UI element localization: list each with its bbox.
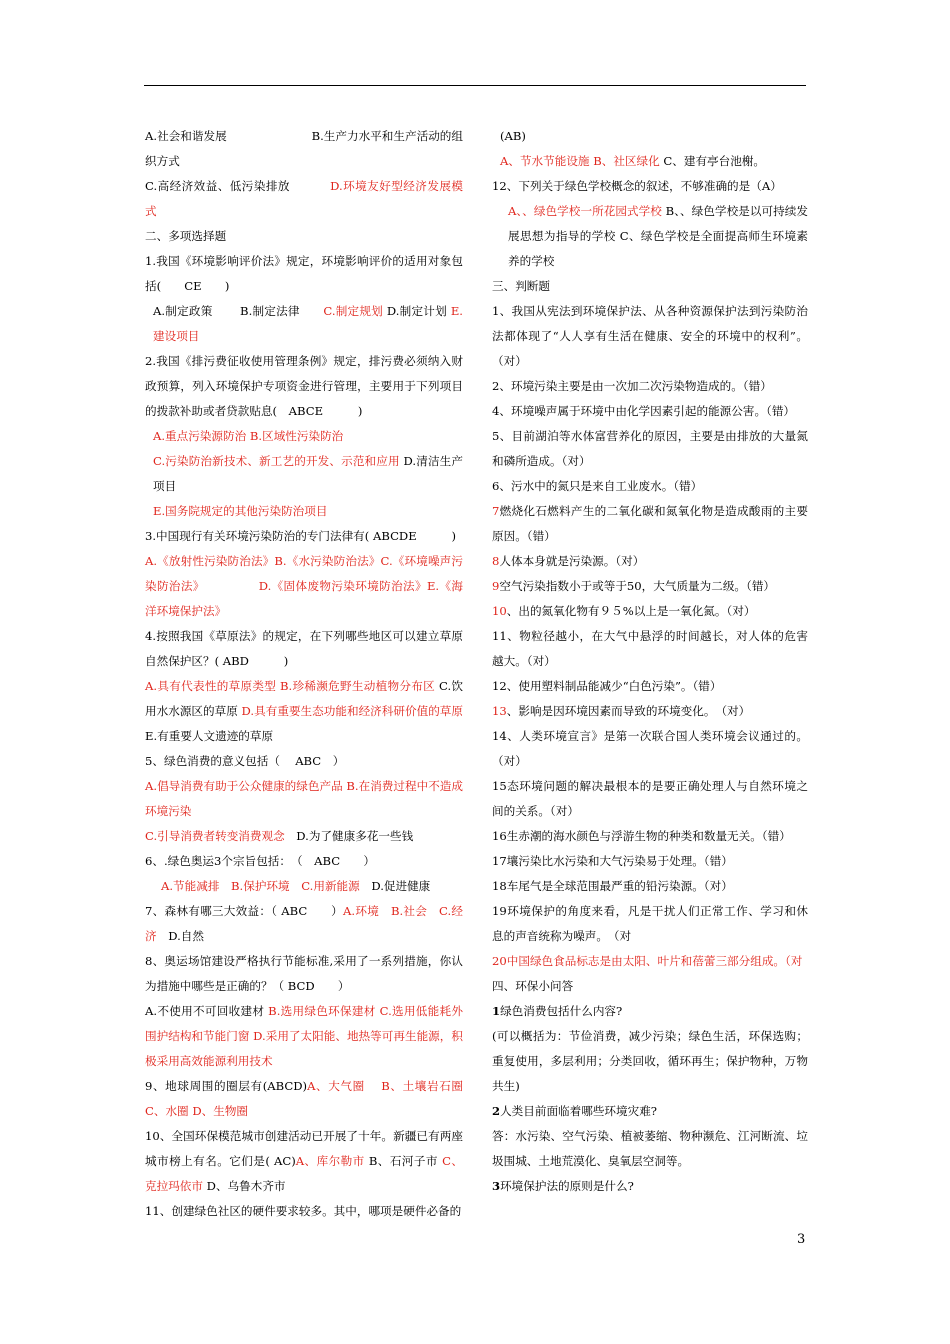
- text-run: C.高经济效益、低污染排放: [145, 179, 331, 193]
- text-run: E.国务院规定的其他污染防治项目: [153, 504, 328, 518]
- right-paragraph: [492, 474, 808, 499]
- right-paragraph: [492, 1174, 808, 1199]
- text-run: 6、污水中的氮只是来自工业废水。（错）: [492, 479, 703, 493]
- right-paragraph: [492, 499, 808, 549]
- text-run: 8: [492, 554, 500, 568]
- text-run: 12、下列关于绿色学校概念的叙述，不够准确的是（A）: [492, 179, 782, 193]
- left-paragraph: [145, 1199, 463, 1224]
- right-paragraph: [492, 949, 808, 974]
- text-run: 5、目前湖泊等水体富营养化的原因，主要是由排放的大量氮和磷所造成。（对）: [492, 429, 808, 468]
- right-paragraph: [492, 299, 808, 374]
- text-run: D.制定计划: [382, 304, 451, 318]
- text-run: 15态环境问题的解决最根本的是要正确处理人与自然环境之间的关系。（对）: [492, 779, 808, 818]
- left-paragraph: [145, 624, 463, 674]
- right-paragraph: [492, 574, 808, 599]
- text-run: B、石河子市: [364, 1154, 443, 1168]
- text-run: 四、环保小问答: [492, 979, 574, 993]
- left-paragraph: [145, 949, 463, 999]
- text-run: D.清洁生产项目: [153, 454, 463, 493]
- page-number: 3: [797, 1232, 806, 1247]
- left-paragraph: [145, 774, 463, 824]
- text-run: 燃烧化石燃料产生的二氧化碳和氮氧化物是造成酸雨的主要原因。（错）: [492, 504, 808, 543]
- text-run: D.为了健康多花一些钱: [284, 829, 414, 843]
- right-paragraph: [492, 174, 808, 199]
- text-run: D.促进健康: [359, 879, 431, 893]
- text-run: 二、多项选择题: [145, 229, 227, 243]
- text-run: C、克拉玛依市: [145, 1154, 463, 1193]
- text-run: 3.中国现行有关环境污染防治的专门法律有( ABCDE ): [145, 529, 457, 543]
- right-paragraph: [492, 899, 808, 949]
- text-run: 环境保护法的原则是什么?: [500, 1179, 634, 1193]
- left-paragraph: [145, 1124, 463, 1199]
- left-paragraph: [145, 1074, 479, 1124]
- text-run: 2.我国《排污费征收使用管理条例》规定，排污费必须纳入财政预算，列入环境保护专项资金进行管理，主要用于下列项目的拨款补助或者贷款贴息( ABCE ): [145, 354, 463, 418]
- text-run: 12、使用塑料制品能减少“白色污染”。（错）: [492, 679, 722, 693]
- left-paragraph: [145, 499, 463, 524]
- text-run: 14、人类环境宣言》是第一次联合国人类环境会议通过的。（对）: [492, 729, 808, 768]
- text-run: (可以概括为：节俭消费，减少污染；绿色生活，环保选购；重复使用，多层利用；分类回收，循环再生；保护物种，万物共生): [492, 1029, 808, 1093]
- text-run: 4.按照我国《草原法》的规定，在下列哪些地区可以建立草原自然保护区？( ABD ): [145, 629, 463, 668]
- left-column: [145, 124, 479, 1224]
- text-run: 2、环境污染主要是由一次加二次污染物造成的。（错）: [492, 379, 772, 393]
- left-paragraph: [145, 524, 463, 549]
- text-run: 10: [492, 604, 507, 618]
- right-paragraph: [492, 1099, 808, 1124]
- text-run: D.具有重要生态功能和经济科研价值的草原: [241, 704, 464, 718]
- text-run: A.节能减排 B.保护环境 C.用新能源: [161, 879, 360, 893]
- text-run: A.不使用不可回收建材: [145, 1004, 269, 1018]
- right-paragraph: [492, 824, 808, 849]
- left-paragraph: [145, 124, 463, 174]
- text-run: 18车尾气是全球范围最严重的铅污染源。（对）: [492, 879, 733, 893]
- text-run: 空气污染指数小于或等于50，大气质量为二级。（错）: [499, 579, 776, 593]
- left-paragraph: [145, 299, 463, 349]
- text-run: A、、绿色学校一所花园式学校: [508, 204, 662, 218]
- text-run: 20中国绿色食品标志是由太阳、叶片和蓓蕾三部分组成。（对: [492, 954, 803, 968]
- right-paragraph: [492, 674, 808, 699]
- right-paragraph: [492, 874, 808, 899]
- text-run: C.制定规划: [323, 304, 383, 318]
- text-run: C、建有亭台池榭。: [659, 154, 766, 168]
- right-paragraph: [492, 399, 808, 424]
- text-run: 1.我国《环境影响评价法》规定，环境影响评价的适用对象包括( CE ): [145, 254, 463, 293]
- text-run: A.社会和谐发展 B.生产力水平和生产活动的组织方式: [145, 129, 463, 168]
- left-paragraph: [145, 224, 463, 249]
- text-run: 人体本身就是污染源。（对）: [499, 554, 645, 568]
- header-rule: [144, 85, 806, 86]
- left-paragraph: [145, 674, 463, 749]
- text-run: 答：水污染、空气污染、植被萎缩、物种濒危、江河断流、垃圾围城、土地荒漠化、臭氧层空洞等。: [492, 1129, 808, 1168]
- text-run: D.自然: [156, 929, 204, 943]
- right-paragraph: [492, 374, 808, 399]
- text-run: A.具有代表性的草原类型 B.珍稀濒危野生动植物分布区: [145, 679, 436, 693]
- right-paragraph: [492, 199, 808, 274]
- right-paragraph: [492, 1024, 808, 1099]
- text-run: 1、我国从宪法到环境保护法、从各种资源保护法到污染防治法都体现了“人人享有生活在健康、安全的环境中的权利”。（对）: [492, 304, 808, 368]
- text-run: D、乌鲁木齐市: [202, 1179, 286, 1193]
- left-paragraph: [145, 749, 463, 774]
- left-paragraph: [145, 874, 463, 899]
- left-paragraph: [145, 249, 463, 299]
- right-paragraph: [492, 599, 808, 624]
- left-paragraph: [145, 424, 463, 449]
- text-run: 13: [492, 704, 507, 718]
- text-run: D.环境友好型经济发展模式: [145, 179, 463, 218]
- text-run: 9: [492, 579, 500, 593]
- text-run: 2: [492, 1104, 501, 1118]
- right-paragraph: [492, 1124, 808, 1174]
- right-paragraph: [492, 724, 808, 774]
- right-paragraph: [492, 549, 808, 574]
- right-paragraph: [492, 774, 808, 824]
- text-run: A、大气圈 B、土壤岩石圈 C、水圈 D、生物圈: [145, 1079, 479, 1118]
- text-run: 5、绿色消费的意义包括（ ABC ）: [145, 754, 345, 768]
- text-run: 、影响是因环境因素而导致的环境变化。 （对）: [506, 704, 751, 718]
- right-column: [492, 124, 808, 1199]
- text-run: 9、地球周围的圈层有(ABCD): [145, 1079, 308, 1093]
- text-run: 10、全国环保模范城市创建活动已开展了十年。新疆已有两座城市榜上有名。它们是( AC): [145, 1129, 463, 1168]
- text-run: 19环境保护的角度来看，凡是干扰人们正常工作、学习和休息的声音统称为噪声。 （对: [492, 904, 808, 943]
- text-run: C.污染防治新技术、新工艺的开发、示范和应用: [153, 454, 400, 468]
- left-paragraph: [145, 449, 463, 499]
- text-run: C.饮用水水源区的草原: [145, 679, 463, 718]
- text-run: 3: [492, 1179, 501, 1193]
- text-run: A、库尔勒市: [295, 1154, 365, 1168]
- left-paragraph: [145, 349, 463, 424]
- text-run: 三、判断题: [492, 279, 550, 293]
- right-paragraph: [492, 149, 808, 174]
- text-run: 11、物粒径越小，在大气中悬浮的时间越长，对人体的危害越大。（对）: [492, 629, 808, 668]
- text-run: A.制定政策 B.制定法律: [153, 304, 324, 318]
- text-run: 8、奥运场馆建设严格执行节能标准,采用了一系列措施，你认为措施中哪些是正确的？（ BCD ）: [145, 954, 463, 993]
- left-paragraph: [145, 999, 463, 1074]
- text-run: 7: [492, 504, 500, 518]
- right-paragraph: [492, 274, 808, 299]
- text-run: 人类目前面临着哪些环境灾难?: [500, 1104, 658, 1118]
- text-run: 、出的氮氧化物有９５%以上是一氧化氮。（对）: [506, 604, 756, 618]
- right-paragraph: [492, 849, 808, 874]
- text-run: C.引导消费者转变消费观念: [145, 829, 285, 843]
- text-run: E.建设项目: [153, 304, 463, 343]
- right-paragraph: [492, 699, 808, 724]
- left-paragraph: [145, 899, 463, 949]
- right-paragraph: [492, 624, 808, 674]
- text-run: A.《放射性污染防治法》B.《水污染防治法》C.《环境噪声污染防治法》 D.《固体废物污染环境防治法》E.《海洋环境保护法》: [145, 554, 463, 618]
- right-paragraph: [492, 424, 808, 474]
- text-run: A、节水节能设施 B、社区绿化: [500, 154, 660, 168]
- text-run: B、、绿色学校是以可持续发展思想为指导的学校 C、绿色学校是全面提高师生环境素养的学校: [508, 204, 809, 268]
- text-run: 11、创建绿色社区的硬件要求较多。其中，哪项是硬件必备的: [145, 1204, 462, 1218]
- text-run: 1: [492, 1004, 501, 1018]
- text-run: E.有重要人文遗迹的草原: [145, 729, 274, 743]
- left-paragraph: [145, 549, 463, 624]
- text-run: (AB): [500, 129, 526, 143]
- text-run: A.倡导消费有助于公众健康的绿色产品 B.在消费过程中不造成环境污染: [145, 779, 463, 818]
- text-run: 4、环境噪声属于环境中由化学因素引起的能源公害。（错）: [492, 404, 796, 418]
- left-paragraph: [145, 824, 463, 849]
- text-run: 6、.绿色奥运3个宗旨包括： （ ABC ）: [145, 854, 375, 868]
- text-run: B.选用绿色环保建材 C.选用低能耗外围护结构和节能门窗 D.采用了太阳能、地热等可再生能源，积极采用高效能源利用技术: [145, 1004, 463, 1068]
- right-paragraph: [492, 974, 808, 999]
- text-run: 16生赤潮的海水颜色与浮游生物的种类和数量无关。（错）: [492, 829, 791, 843]
- right-paragraph: [492, 124, 808, 149]
- left-paragraph: [145, 849, 463, 874]
- text-run: A.环境 B.社会 C.经济: [145, 904, 463, 943]
- left-paragraph: [145, 174, 463, 224]
- right-paragraph: [492, 999, 808, 1024]
- text-run: A.重点污染源防治 B.区域性污染防治: [153, 429, 344, 443]
- text-run: 绿色消费包括什么内容?: [500, 1004, 623, 1018]
- text-run: 17壤污染比水污染和大气污染易于处理。（错）: [492, 854, 733, 868]
- text-run: 7、森林有哪三大效益：（ ABC ）: [145, 904, 344, 918]
